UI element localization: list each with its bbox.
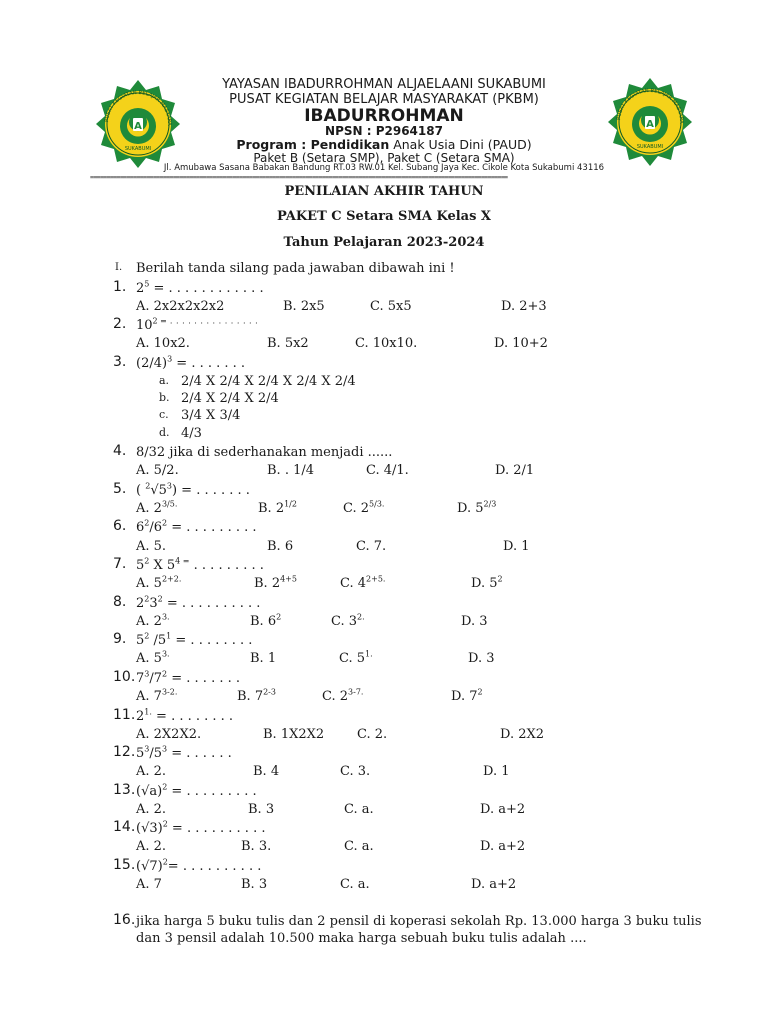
option-b: B. 5x2 [267, 336, 309, 351]
question-text: $5^2$ $/5^1$ = . . . . . . . . [136, 631, 253, 648]
option-c: C. a. [340, 877, 370, 892]
logo-right-ring-text: PUSAT KEGIATAN BELAJAR MASYARA [616, 87, 685, 124]
question-number: 16. [113, 912, 136, 928]
option-c: C. 5x5 [370, 299, 412, 314]
option-a: A. $5^{2+2.}$ [136, 574, 182, 591]
option-b: B. 7$^{2-3}$ [237, 687, 276, 704]
question-text: $2^5$ = . . . . . . . . . . . . [136, 279, 264, 296]
option-a: A. $2^{3/5.}$ [136, 499, 178, 516]
option-b: 2/4 X 2/4 X 2/4 [181, 391, 279, 406]
question-text: 8/32 jika di sederhanakan menjadi ...... [136, 445, 393, 460]
question-text-line-1: jika harga 5 buku tulis dan 2 pensil di koperasi sekolah Rp. 13.000 harga 3 buku tulis [136, 914, 702, 929]
option-d: D. 1 [503, 539, 530, 554]
option-b: B. 6 [267, 539, 294, 554]
option-c: C. $3^{2.}$ [331, 612, 365, 629]
section-instruction: Berilah tanda silang pada jawaban dibawah ini ! [136, 261, 455, 276]
address-line: Jl. Amubawa Sasana Babakan Bandung RT.03 RW.01 Kel. Subang Jaya Kec. Cikole Kota Sukabumi 43116 [163, 163, 605, 173]
option-c: C. 7. [356, 539, 387, 554]
option-a: A. 2x2x2x2x2 [136, 299, 225, 314]
question-number: 14. [113, 819, 136, 835]
option-d: D. a+2 [471, 877, 517, 892]
option-c: C. 10x10. [355, 336, 418, 351]
question-text: $(√7)^2=$ . . . . . . . . . . [136, 857, 262, 874]
question-text: $(√a)^2$ = . . . . . . . . . [136, 782, 257, 799]
question-text: $2^{1.}$ = . . . . . . . . [136, 707, 234, 724]
logo-left-ring-text: PUSAT KEGIATAN BELAJAR MASYARA [104, 89, 173, 126]
option-d: D. $5^2$ [471, 574, 503, 591]
npsn: NPSN : P2964187 [325, 124, 443, 138]
option-a: 2/4 X 2/4 X 2/4 X 2/4 X 2/4 [181, 374, 356, 389]
option-b: B. 4 [253, 764, 280, 779]
center-name: PUSAT KEGIATAN BELAJAR MASYARAKAT (PKBM) [229, 92, 539, 107]
question-number: 7. [113, 556, 127, 572]
option-b: B. $6^2$ [250, 612, 282, 629]
question-number: 4. [113, 443, 127, 459]
header-divider: ============================================================================================================================== [90, 173, 508, 181]
package-title: PAKET C Setara SMA Kelas X [276, 209, 492, 224]
option-label-c: c. [159, 408, 169, 421]
option-a: A. $5^{3.}$ [136, 649, 170, 666]
option-c: C. $4^{2+5.}$ [340, 574, 386, 591]
question-number: 10. [113, 669, 136, 685]
option-c: C. $2^{3-7.}$ [322, 687, 364, 704]
question-number: 1. [113, 279, 127, 295]
institution-name: IBADURROHMAN [304, 106, 464, 126]
question-number: 13. [113, 782, 136, 798]
option-c: C. a. [344, 802, 374, 817]
svg-text:A: A [134, 121, 142, 132]
option-d: 4/3 [181, 426, 202, 441]
question-number: 6. [113, 518, 127, 534]
option-b: B. 3. [241, 839, 272, 854]
option-b: B. $2^{4+5}$ [254, 574, 297, 591]
option-b: B. $2^{1/2}$ [258, 499, 297, 516]
option-label-b: b. [159, 391, 170, 404]
option-b: B. 2x5 [283, 299, 325, 314]
option-b: B. 1X2X2 [263, 727, 325, 742]
option-a: A. 2. [136, 839, 167, 854]
question-text: $5^2$ X $5^{4 =}$ . . . . . . . . . [136, 556, 264, 573]
question-text: $(√3)^2$ = . . . . . . . . . . [136, 819, 266, 836]
option-a: A. $2^{3.}$ [136, 612, 170, 629]
option-b: B. . 1/4 [267, 463, 315, 478]
school-year: Tahun Pelajaran 2023-2024 [283, 235, 485, 250]
logo-left-bottom-text: SUKABUMI [124, 146, 152, 152]
option-d: D. 10+2 [494, 336, 548, 351]
option-d: D. $7^2$ [451, 687, 483, 704]
svg-text:A: A [646, 119, 654, 130]
option-d: D. 1 [483, 764, 510, 779]
question-text: $7^3/7^2$ = . . . . . . . [136, 669, 241, 686]
question-text: $(2/4)^3$ = . . . . . . . [136, 354, 246, 371]
logo-right-bottom-text: SUKABUMI [636, 144, 664, 150]
question-text: $2^23^2$ = . . . . . . . . . . [136, 594, 261, 611]
option-d: D. 2/1 [495, 463, 535, 478]
option-a: A. $7^{3-2.}$ [136, 687, 178, 704]
question-number: 8. [113, 594, 127, 610]
option-d: D. $5^{2/3}$ [457, 499, 497, 516]
question-number: 2. [113, 316, 127, 332]
question-number: 11. [113, 707, 136, 723]
exam-title: PENILAIAN AKHIR TAHUN [284, 184, 484, 199]
option-b: B. 1 [250, 651, 277, 666]
question-text: $6^2/6^2$ = . . . . . . . . . [136, 518, 257, 535]
option-a: A. 5/2. [136, 463, 179, 478]
question-text-line-2: dan 3 pensil adalah 10.500 maka harga sebuah buku tulis adalah .... [136, 931, 587, 946]
option-label-d: d. [159, 426, 170, 439]
option-b: B. 3 [248, 802, 275, 817]
question-number: 15. [113, 857, 136, 873]
option-d: D. 2+3 [501, 299, 547, 314]
section-number: I. [115, 262, 123, 273]
question-text: $10^{2 =}$ . . . . . . . . . . . . . . . [136, 316, 259, 333]
option-c: C. a. [344, 839, 374, 854]
packages-line: Paket B (Setara SMP), Paket C (Setara SMA) [253, 151, 515, 165]
question-number: 5. [113, 481, 127, 497]
question-number: 3. [113, 354, 127, 370]
foundation-name: YAYASAN IBADURROHMAN ALJAELAANI SUKABUMI [222, 77, 546, 92]
option-c: C. 4/1. [366, 463, 409, 478]
option-d: D. 3 [461, 614, 488, 629]
question-text: ( $^2√5^3$) = . . . . . . . [136, 481, 250, 498]
option-c: C. $2^{5/3.}$ [343, 499, 385, 516]
option-a: A. 10x2. [136, 336, 190, 351]
option-c: C. $5^{1.}$ [339, 649, 373, 666]
question-text: $5^3/5^3$ = . . . . . . [136, 744, 232, 761]
question-number: 12. [113, 744, 136, 760]
program-line [0, 137, 768, 152]
option-c: C. 2. [357, 727, 388, 742]
option-a: A. 7 [136, 877, 162, 892]
question-number: 9. [113, 631, 127, 647]
option-c: C. 3. [340, 764, 371, 779]
option-label-a: a. [159, 374, 170, 387]
option-c: 3/4 X 3/4 [181, 408, 241, 423]
option-a: A. 5. [136, 539, 167, 554]
option-a: A. 2X2X2. [136, 727, 202, 742]
option-d: D. 2X2 [500, 727, 545, 742]
option-a: A. 2. [136, 764, 167, 779]
option-a: A. 2. [136, 802, 167, 817]
program-value: Anak Usia Dini (PAUD) [389, 137, 532, 152]
option-b: B. 3 [241, 877, 268, 892]
option-d: D. a+2 [480, 839, 526, 854]
program-label: Program : Pendidikan [236, 137, 390, 152]
option-d: D. a+2 [480, 802, 526, 817]
option-d: D. 3 [468, 651, 495, 666]
